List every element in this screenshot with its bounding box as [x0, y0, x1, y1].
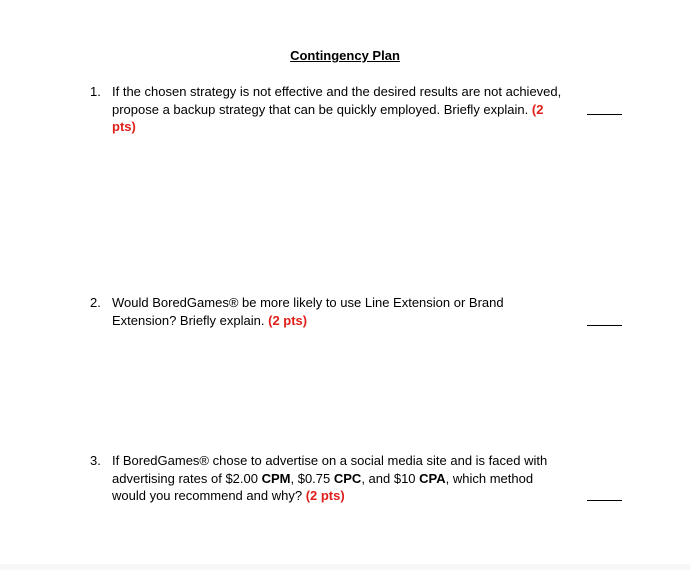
question-body-a: If BoredGames® chose to advertise on a social media site and is faced with advertising rates of $2.00 [112, 453, 548, 486]
question-1 [90, 83, 570, 136]
term-cpc: CPC [333, 470, 362, 486]
question-body: If the chosen strategy is not effective and the desired results are not achieved, propose a backup strategy that can be quickly employed. Briefly explain. [112, 84, 562, 117]
term-cpm: CPM [261, 470, 291, 486]
answer-blank-1[interactable] [587, 114, 622, 115]
term-cpa: CPA [419, 470, 446, 486]
points-label: (2 pts) [112, 101, 544, 134]
page-title: Contingency Plan [290, 48, 400, 63]
question-text [112, 294, 570, 329]
question-body-e: , and $10 [361, 470, 420, 486]
question-number: 2. [90, 295, 101, 310]
question-2 [90, 294, 570, 329]
page-bottom-edge [0, 564, 690, 570]
question-text [112, 83, 570, 136]
question-body: Would BoredGames® be more likely to use Line Extension or Brand Extension? Briefly explain. [112, 295, 504, 328]
question-text [112, 452, 570, 505]
points-label: (2 pts) [268, 312, 308, 328]
question-number: 1. [90, 84, 101, 99]
question-body-c: , $0.75 [290, 470, 334, 486]
points-label: (2 pts) [305, 488, 345, 503]
question-body-g: , which method would you recommend and why? [112, 470, 534, 503]
answer-blank-2[interactable] [587, 325, 622, 326]
question-number: 3. [90, 453, 101, 468]
question-3 [90, 452, 570, 505]
answer-blank-3[interactable] [587, 500, 622, 501]
